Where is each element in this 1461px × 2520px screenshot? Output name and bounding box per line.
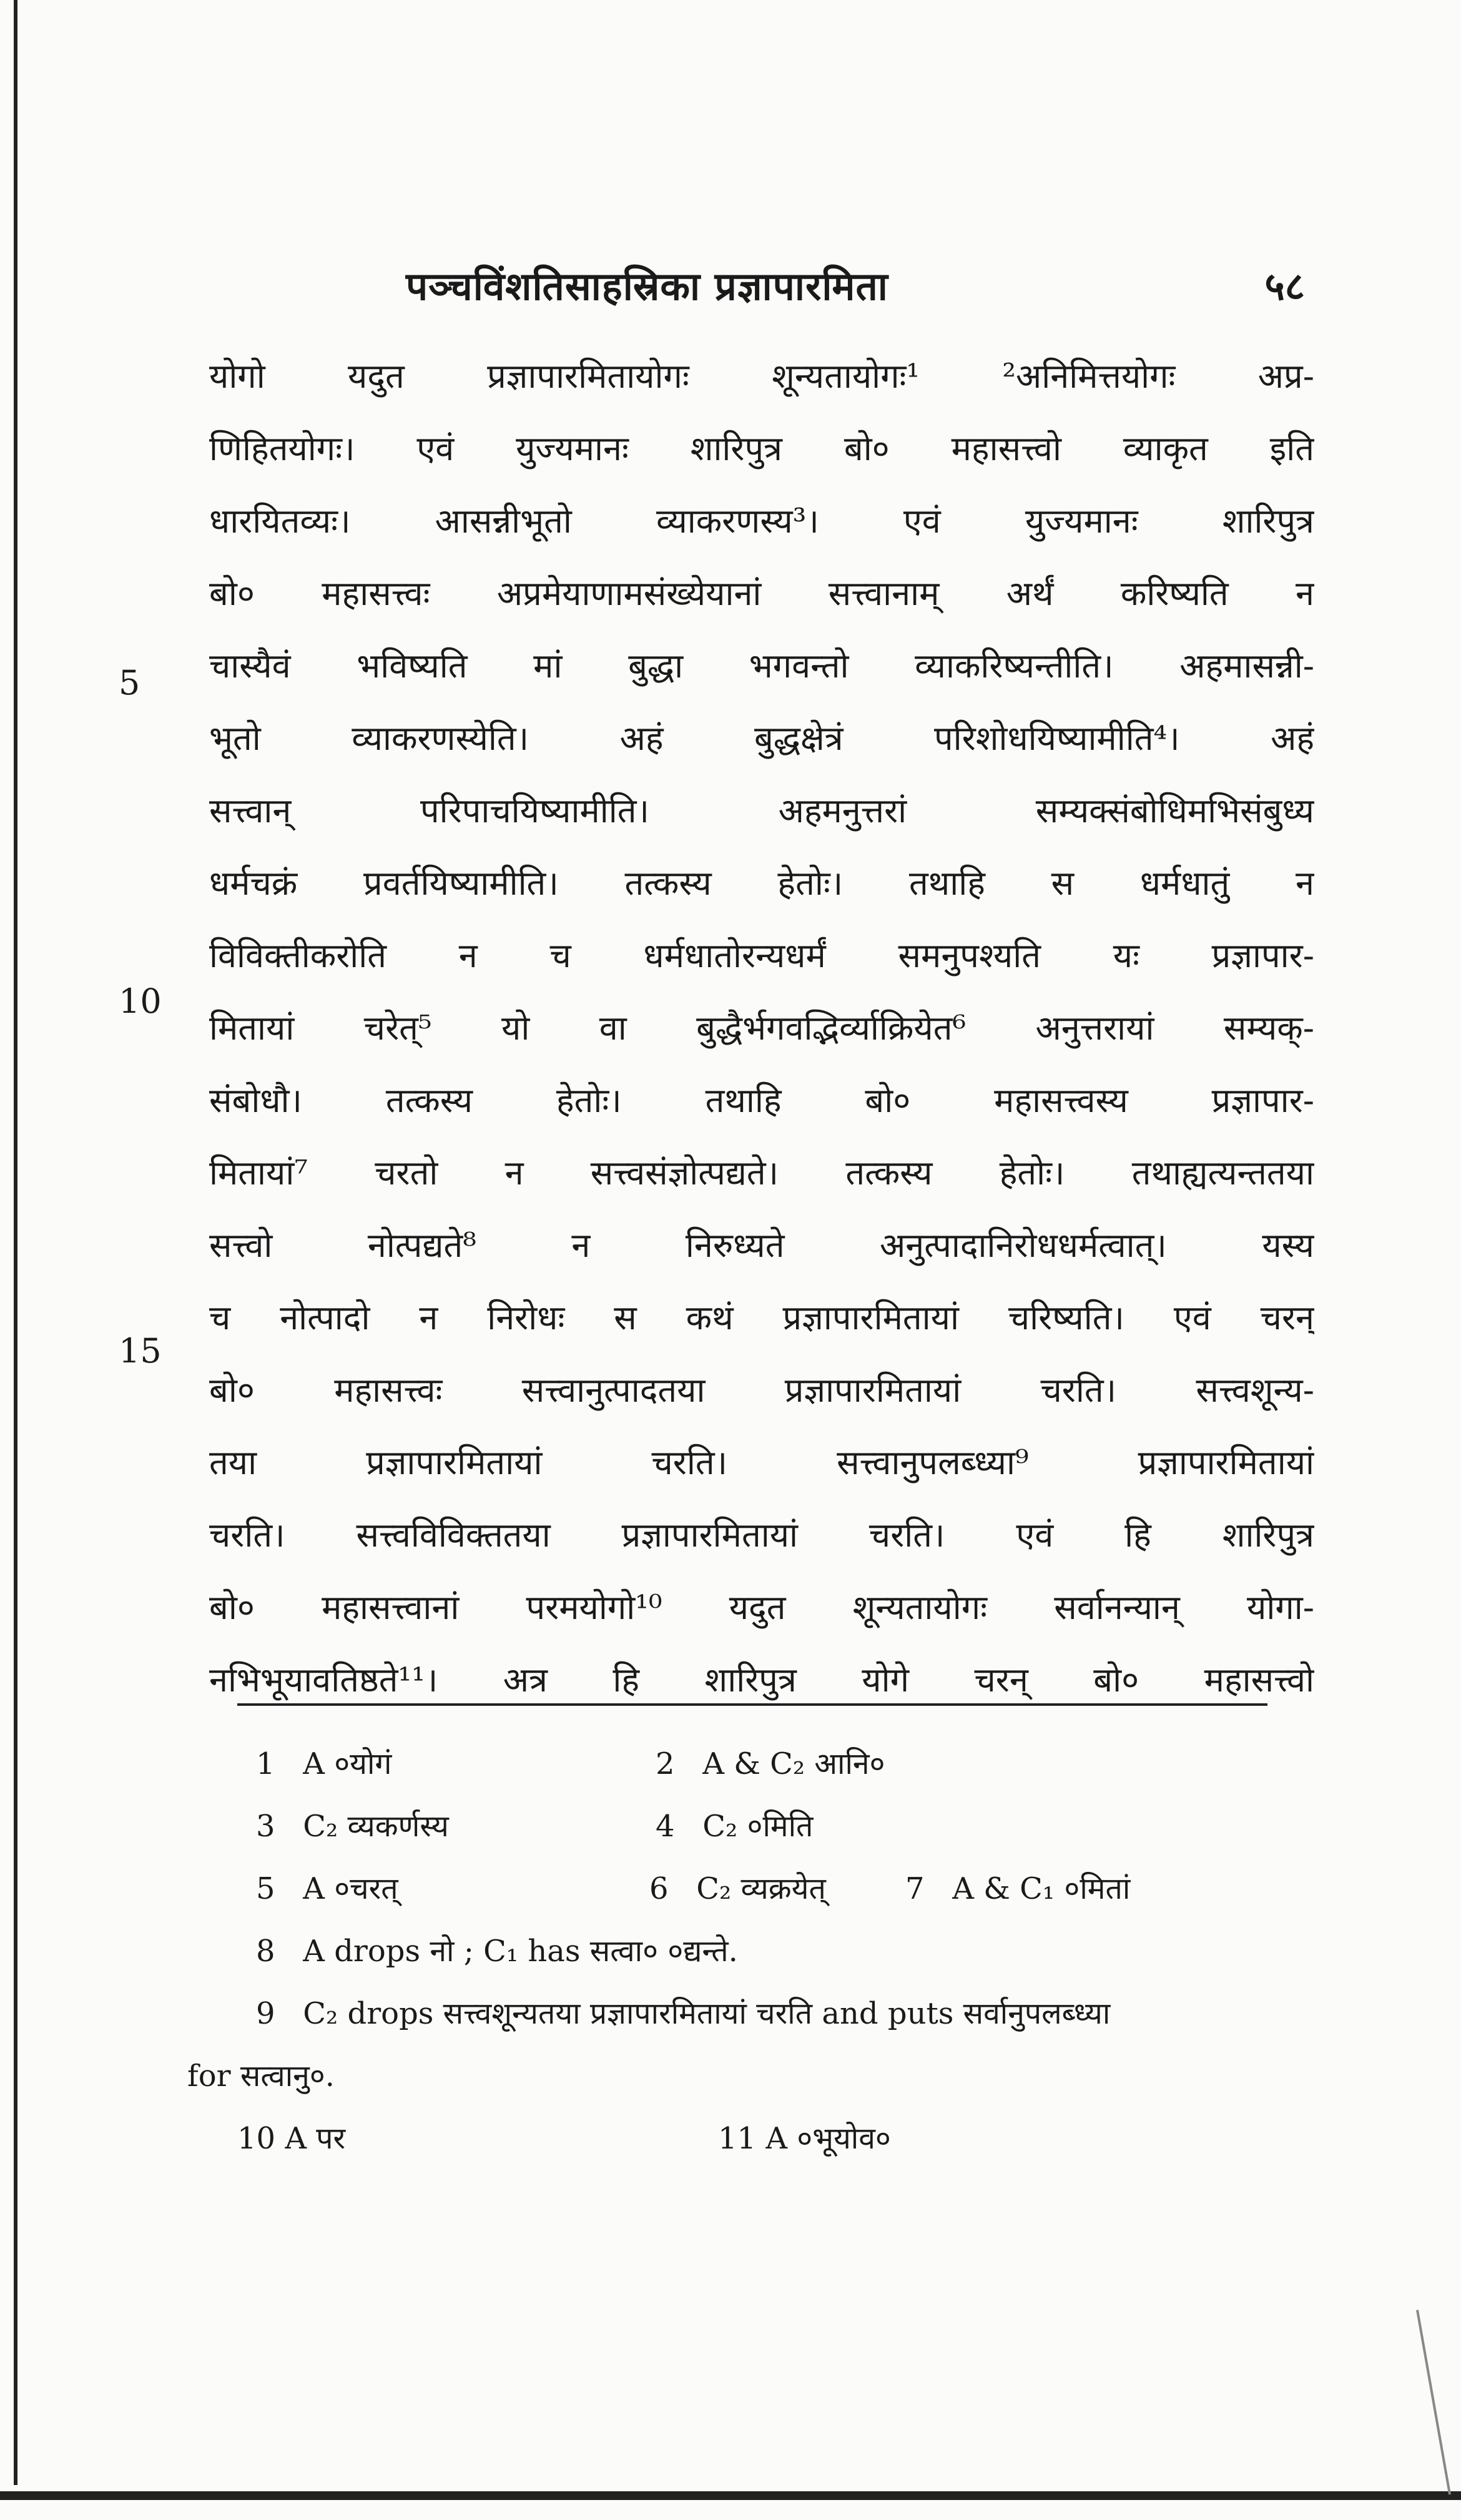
footnote-row bbox=[187, 1982, 1311, 2045]
text-line: योगो यदुत प्रज्ञापारमितायोगः शून्यतायोगः¹ ²अनिमित्तयोगः अप्र- bbox=[209, 357, 1314, 396]
page-bottom-edge bbox=[0, 2491, 1461, 2500]
footnote-text: C₂ व्यकर्णस्य bbox=[303, 1809, 449, 1844]
line-number-10: 10 bbox=[119, 982, 162, 1021]
page-number: ५८ bbox=[1264, 263, 1305, 309]
footnote-9-continued bbox=[187, 2045, 335, 2107]
text-line: बो० महासत्त्वानां परमयोगो¹⁰ यदुत शून्यतायोगः सर्वानन्यान् योगा- bbox=[209, 1588, 1314, 1627]
text-line: संबोधौ। तत्कस्य हेतोः। तथाहि बो० महासत्त्वस्य प्रज्ञापार- bbox=[209, 1081, 1314, 1120]
footnote-text: A ०योगं bbox=[303, 1746, 392, 1781]
footnote-number: 10 bbox=[237, 2121, 276, 2156]
footnote-number: 4 bbox=[656, 1809, 675, 1844]
text-line: धर्मचक्रं प्रवर्तयिष्यामीति। तत्कस्य हेतोः। तथाहि स धर्मधातुं न bbox=[209, 864, 1314, 903]
footnote-number: 7 bbox=[905, 1871, 925, 1906]
footnote-3 bbox=[256, 1795, 449, 1858]
footnote-5 bbox=[256, 1858, 398, 1920]
footnote-number: 3 bbox=[256, 1809, 275, 1844]
footnote-text: for सत्वानु०. bbox=[187, 2059, 335, 2094]
footnote-separator bbox=[237, 1703, 1267, 1706]
footnote-row bbox=[187, 1920, 1311, 1982]
text-line: बो० महासत्त्वः अप्रमेयाणामसंख्येयानां सत्त्वानाम् अर्थं करिष्यति न bbox=[209, 574, 1314, 613]
footnote-number: 1 bbox=[256, 1746, 275, 1781]
footnote-7 bbox=[905, 1858, 1130, 1920]
text-line: चरति। सत्त्वविविक्ततया प्रज्ञापारमितायां चरति। एवं हि शारिपुत्र bbox=[209, 1515, 1314, 1555]
text-line: च नोत्पादो न निरोधः स कथं प्रज्ञापारमितायां चरिष्यति। एवं चरन् bbox=[209, 1298, 1314, 1337]
footnote-2 bbox=[656, 1733, 885, 1795]
footnote-number: 8 bbox=[256, 1934, 275, 1969]
line-number-5: 5 bbox=[119, 663, 140, 702]
main-text bbox=[209, 340, 1314, 1716]
footnote-8 bbox=[256, 1920, 738, 1982]
footnote-9 bbox=[256, 1982, 1110, 2045]
footnote-number: 6 bbox=[649, 1871, 669, 1906]
footnote-6 bbox=[649, 1858, 826, 1920]
text-line: मितायां चरेत्⁵ यो वा बुद्धैर्भगवद्भिर्व्याक्रियेत⁶ अनुत्तरायां सम्यक्- bbox=[209, 1008, 1314, 1048]
page-right-curl bbox=[1416, 2310, 1451, 2494]
footnote-number: 2 bbox=[656, 1746, 675, 1781]
text-line: नभिभूयावतिष्ठते¹¹। अत्र हि शारिपुत्र योगे चरन् बो० महासत्त्वो bbox=[209, 1660, 1314, 1700]
footnotes bbox=[187, 1733, 1311, 2170]
text-line: विविक्तीकरोति न च धर्मधातोरन्यधर्मं समनुपश्यति यः प्रज्ञापार- bbox=[209, 936, 1314, 975]
footnote-text: C₂ व्यक्रयेत् bbox=[696, 1871, 826, 1906]
footnote-number: 5 bbox=[256, 1871, 275, 1906]
text-line: भूतो व्याकरणस्येति। अहं बुद्धक्षेत्रं परिशोधयिष्यामीति⁴। अहं bbox=[209, 719, 1314, 758]
line-number-15: 15 bbox=[119, 1331, 162, 1371]
footnote-row bbox=[187, 1733, 1311, 1795]
footnote-11 bbox=[718, 2107, 891, 2170]
footnote-number: 9 bbox=[256, 1996, 275, 2031]
text-line: तया प्रज्ञापारमितायां चरति। सत्त्वानुपलब्ध्या⁹ प्रज्ञापारमितायां bbox=[209, 1443, 1314, 1482]
text-line: बो० महासत्त्वः सत्त्वानुत्पादतया प्रज्ञापारमितायां चरति। सत्त्वशून्य- bbox=[209, 1371, 1314, 1410]
running-header bbox=[406, 259, 1330, 315]
footnote-row bbox=[187, 2045, 1311, 2107]
footnote-text: A पर bbox=[285, 2121, 346, 2156]
footnote-4 bbox=[656, 1795, 813, 1858]
footnote-text: C₂ drops सत्त्वशून्यतया प्रज्ञापारमितायां चरति and puts सर्वानुपलब्ध्या bbox=[303, 1996, 1111, 2031]
footnote-text: C₂ ०मिति bbox=[702, 1809, 814, 1844]
text-line: धारयितव्यः। आसन्नीभूतो व्याकरणस्य³। एवं युज्यमानः शारिपुत्र bbox=[209, 501, 1314, 541]
text-line: णिहितयोगः। एवं युज्यमानः शारिपुत्र बो० महासत्त्वो व्याकृत इति bbox=[209, 429, 1314, 468]
footnote-10 bbox=[237, 2107, 345, 2170]
text-line: सत्त्वान् परिपाचयिष्यामीति। अहमनुत्तरां सम्यक्संबोधिमभिसंबुध्य bbox=[209, 791, 1314, 830]
text-line: चास्यैवं भविष्यति मां बुद्धा भगवन्तो व्याकरिष्यन्तीति। अहमासन्नी- bbox=[209, 646, 1314, 686]
footnote-row bbox=[187, 1795, 1311, 1858]
footnote-text: A & C₂ आनि० bbox=[702, 1746, 885, 1781]
footnote-text: A ०भूयोव० bbox=[765, 2121, 891, 2156]
footnote-1 bbox=[256, 1733, 391, 1795]
footnote-text: A & C₁ ०मितां bbox=[952, 1871, 1131, 1906]
text-line: सत्त्वो नोत्पद्यते⁸ न निरुध्यते अनुत्पादानिरोधधर्मत्वात्। यस्य bbox=[209, 1226, 1314, 1265]
text-line: मितायां⁷ चरतो न सत्त्वसंज्ञोत्पद्यते। तत्कस्य हेतोः। तथाह्यत्यन्ततया bbox=[209, 1153, 1314, 1193]
footnote-text: A drops नो ; C₁ has सत्वा० ०द्यन्ते. bbox=[303, 1934, 738, 1969]
footnote-text: A ०चरत् bbox=[303, 1871, 398, 1906]
footnote-row bbox=[187, 1858, 1311, 1920]
page-left-edge bbox=[14, 0, 17, 2485]
footnote-number: 11 bbox=[718, 2121, 757, 2156]
page-title: पञ्चविंशतिसाहस्रिका प्रज्ञापारमिता bbox=[406, 263, 888, 309]
footnote-row bbox=[187, 2107, 1311, 2170]
